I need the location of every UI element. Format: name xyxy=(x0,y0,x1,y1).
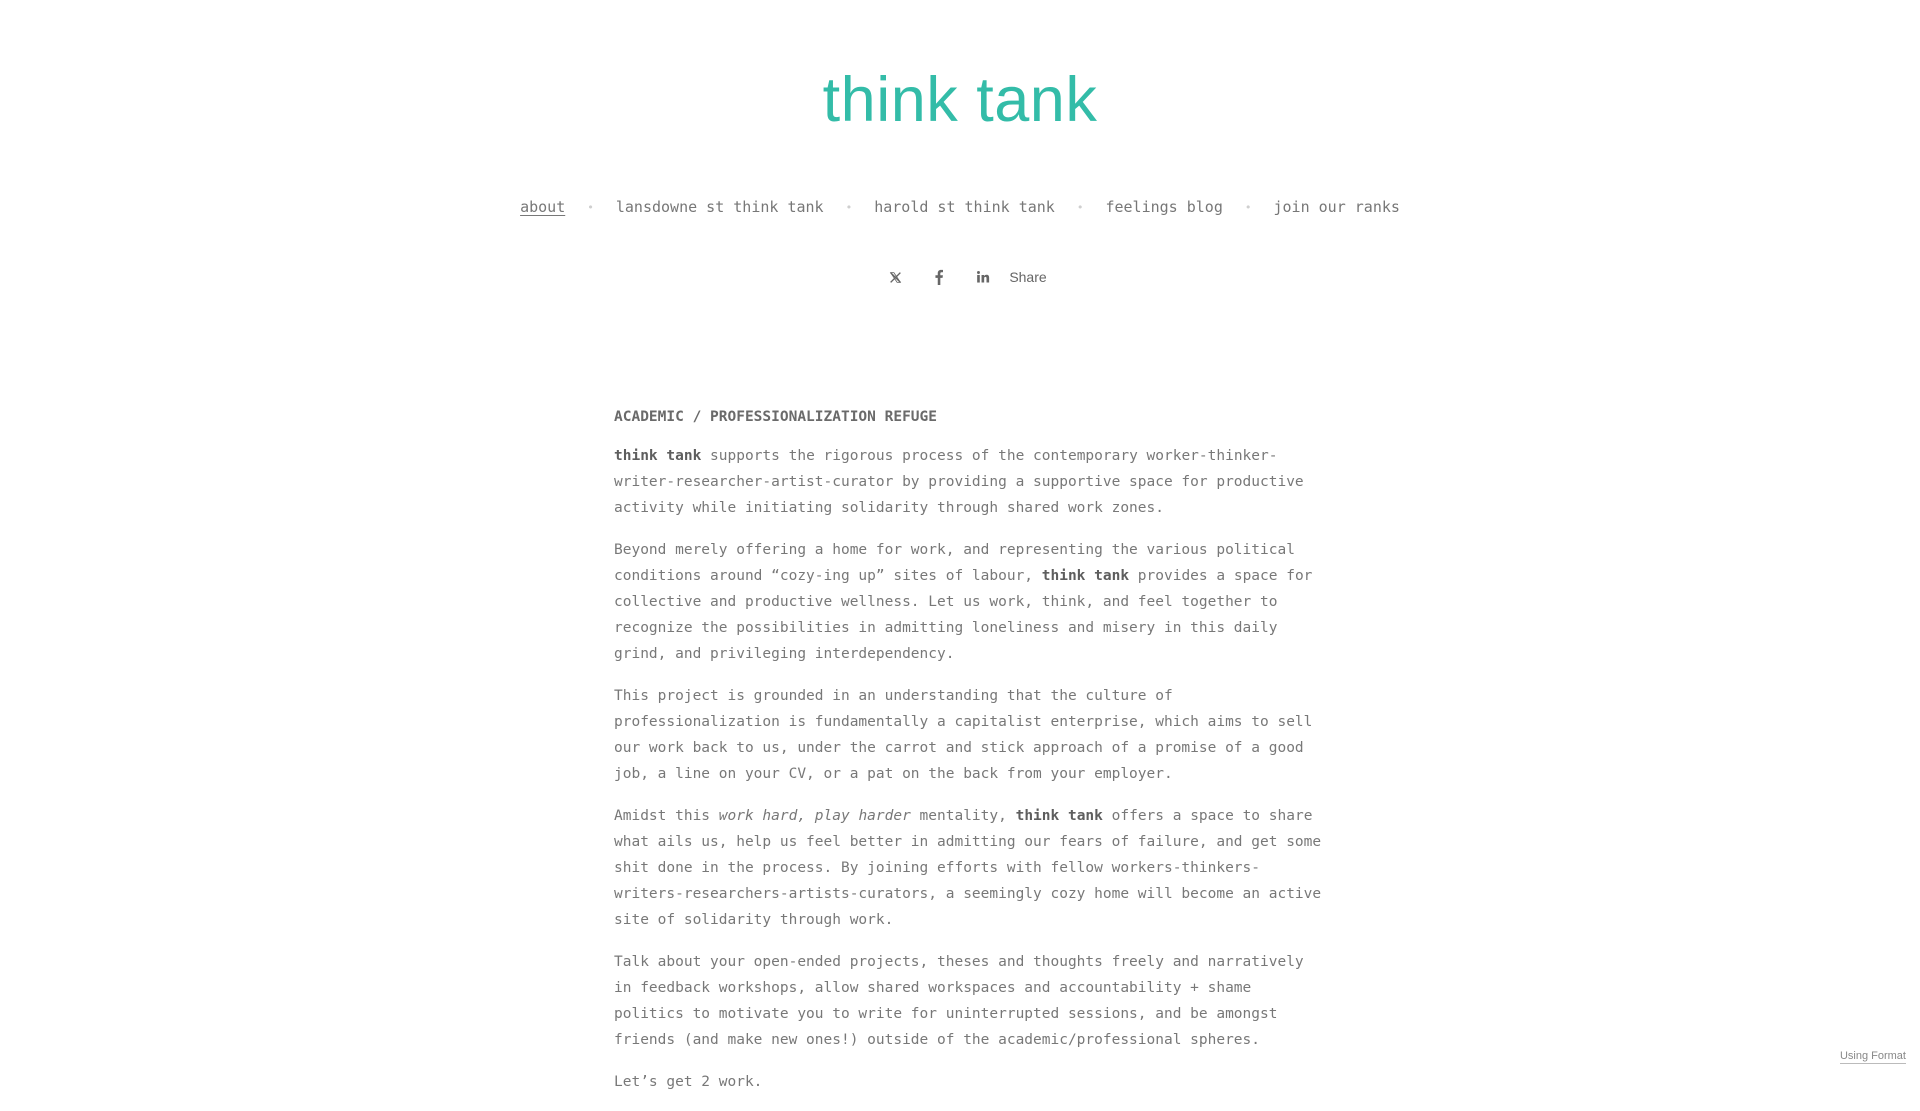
nav-item-harold[interactable]: harold st think tank xyxy=(874,198,1055,216)
paragraph-text: Amidst this xyxy=(614,808,719,824)
brand-name: think tank xyxy=(614,448,702,464)
paragraph-4 xyxy=(614,803,1324,933)
brand-name: think tank xyxy=(1041,568,1130,584)
paragraph-2 xyxy=(614,537,1324,667)
nav-item-join[interactable]: join our ranks xyxy=(1273,198,1400,216)
paragraph-6: Let’s get 2 work. xyxy=(614,1074,763,1090)
nav-separator: • xyxy=(1244,200,1252,214)
nav-separator: • xyxy=(845,200,853,214)
emphasis-text: work hard, play harder xyxy=(718,808,911,824)
linkedin-icon[interactable] xyxy=(973,264,993,290)
nav-separator: • xyxy=(1076,200,1084,214)
share-bar xyxy=(0,264,1920,290)
paragraph-text: mentality, xyxy=(910,808,1016,824)
paragraph-3: This project is grounded in an understanding that the culture of professionalization is fundamentally a capitalist enterprise, which aims to sell our work back to us, under the carrot and stick approach of a promise of a good job, a line on your CV, or a pat on the back from your employer. xyxy=(614,688,1313,782)
using-format-link[interactable]: Using Format xyxy=(1839,1050,1906,1062)
paragraph-text: supports the rigorous process of the contemporary worker-thinker-writer-researcher-artist-curator by providing a supportive space for productive activity while initiating solidarity through shared work zones. xyxy=(614,448,1304,516)
paragraph-5: Talk about your open-ended projects, theses and thoughts freely and narratively in feedback workshops, allow shared workspaces and accountability + shame politics to motivate you to write for uninterrupted sessions, and be amongst friends (and make new ones!) outside of the academic/professional spheres. xyxy=(614,954,1304,1048)
x-icon[interactable] xyxy=(885,264,905,290)
nav-item-about[interactable]: about xyxy=(520,198,566,216)
paragraph-1 xyxy=(614,443,1324,521)
nav-item-lansdowne[interactable]: lansdowne st think tank xyxy=(615,198,824,216)
facebook-icon[interactable] xyxy=(929,264,949,290)
about-content xyxy=(614,406,1324,1111)
main-nav xyxy=(0,196,1920,219)
nav-separator: • xyxy=(587,200,594,214)
nav-item-feelings-blog[interactable]: feelings blog xyxy=(1105,198,1223,216)
paragraph-text: Beyond merely offering a home for work, and representing the various political conditions around “cozy-ing up” sites of labour, xyxy=(614,542,1295,584)
paragraph-text: offers a space to share what ails us, help us feel better in admitting our fears of failure, and get some shit done in the process. By joining efforts with fellow workers-thinkers-writers-researchers-artists-curators, a seemingly cozy home will become an active site of solidarity through work. xyxy=(614,808,1322,928)
share-button[interactable]: Share xyxy=(1009,269,1047,285)
section-heading: ACADEMIC / PROFESSIONALIZATION REFUGE xyxy=(614,409,938,425)
site-title[interactable]: think tank xyxy=(822,65,1098,135)
brand-name: think tank xyxy=(1015,808,1103,824)
paragraph-text: provides a space for collective and productive wellness. Let us work, think, and feel together to recognize the possibilities in admitting loneliness and misery in this daily grind, and privileging interdependency. xyxy=(614,568,1313,662)
